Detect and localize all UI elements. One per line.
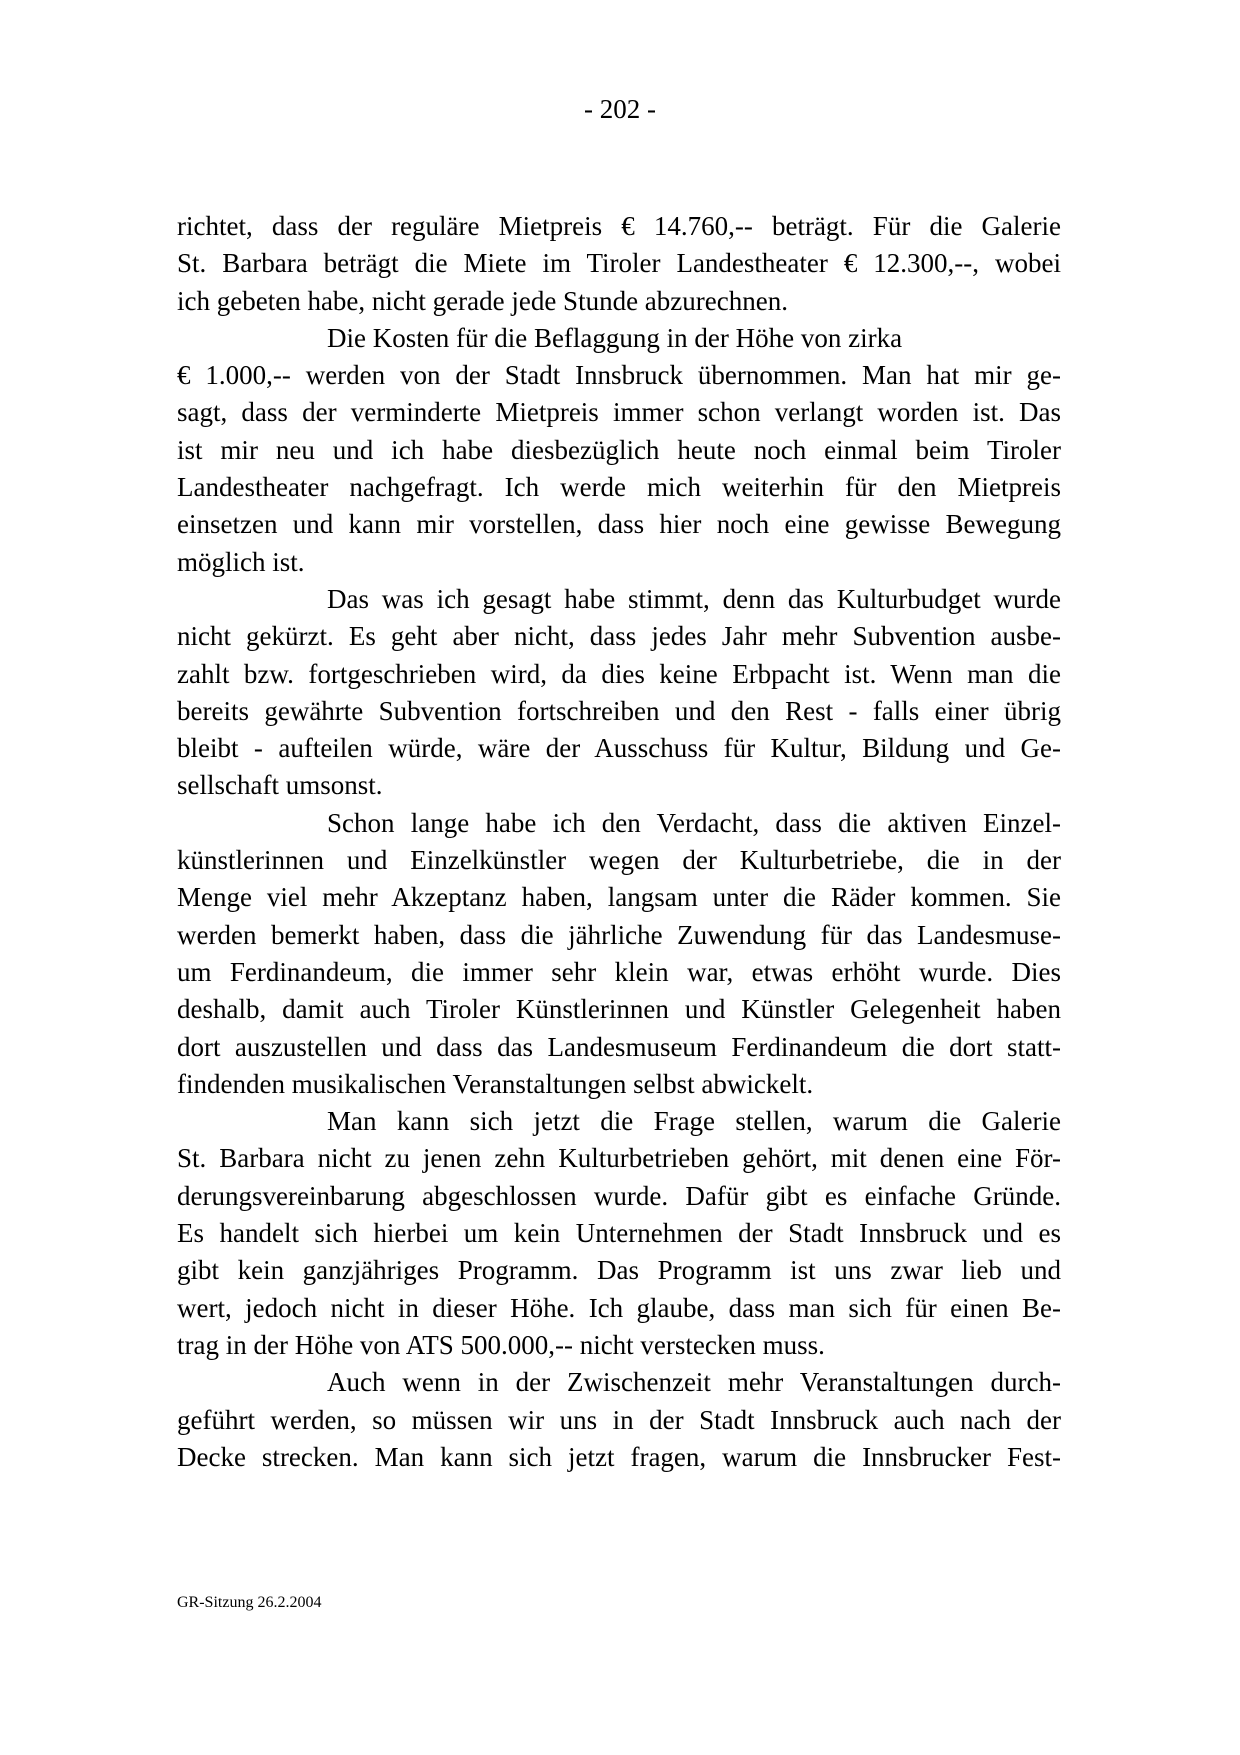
text-line: Das was ich gesagt habe stimmt, denn das Kulturbudget wurde: [327, 583, 1061, 614]
text-line: dort auszustellen und dass das Landesmuseum Ferdinandeum die dort statt-: [177, 1031, 1061, 1062]
text-line: sellschaft umsonst.: [177, 770, 383, 801]
text-line: St. Barbara beträgt die Miete im Tiroler Landestheater € 12.300,--, wobei: [177, 248, 1061, 279]
text-line: bereits gewährte Subvention fortschreiben und den Rest - falls einer übrig: [177, 695, 1061, 726]
paragraph: [177, 581, 1061, 805]
text-line: künstlerinnen und Einzelkünstler wegen der Kulturbetriebe, die in der: [177, 845, 1061, 876]
text-line: um Ferdinandeum, die immer sehr klein war, etwas erhöht wurde. Dies: [177, 956, 1061, 987]
text-line: gibt kein ganzjähriges Programm. Das Programm ist uns zwar lieb und: [177, 1255, 1061, 1286]
text-line: findenden musikalischen Veranstaltungen selbst abwickelt.: [177, 1068, 814, 1099]
text-line: bleibt - aufteilen würde, wäre der Ausschuss für Kultur, Bildung und Ge-: [177, 733, 1061, 764]
text-line: St. Barbara nicht zu jenen zehn Kulturbetrieben gehört, mit denen eine För-: [177, 1143, 1061, 1174]
paragraph: [177, 320, 1061, 581]
text-line: ist mir neu und ich habe diesbezüglich heute noch einmal beim Tiroler: [177, 434, 1061, 465]
text-line: zahlt bzw. fortgeschrieben wird, da dies keine Erbpacht ist. Wenn man die: [177, 658, 1061, 689]
footer-session-label: GR-Sitzung 26.2.2004: [177, 1594, 322, 1611]
text-line: Landestheater nachgefragt. Ich werde mich weiterhin für den Mietpreis: [177, 472, 1061, 503]
text-line: werden bemerkt haben, dass die jährliche Zuwendung für das Landesmuse-: [177, 919, 1061, 950]
text-line: derungsvereinbarung abgeschlossen wurde. Dafür gibt es einfache Gründe.: [177, 1180, 1061, 1211]
text-line: einsetzen und kann mir vorstellen, dass hier noch eine gewisse Bewegung: [177, 509, 1061, 540]
body-text: [177, 208, 1061, 1476]
text-line: richtet, dass der reguläre Mietpreis € 14.760,-- beträgt. Für die Galerie: [177, 211, 1061, 241]
text-line: sagt, dass der verminderte Mietpreis immer schon verlangt worden ist. Das: [177, 397, 1061, 428]
text-line: Man kann sich jetzt die Frage stellen, warum die Galerie: [327, 1106, 1061, 1137]
text-line: Die Kosten für die Beflaggung in der Höhe von zirka: [327, 322, 903, 353]
text-line: möglich ist.: [177, 546, 305, 577]
text-line: nicht gekürzt. Es geht aber nicht, dass jedes Jahr mehr Subvention ausbe-: [177, 621, 1061, 652]
page-number: - 202 -: [584, 94, 656, 124]
text-line: Menge viel mehr Akzeptanz haben, langsam unter die Räder kommen. Sie: [177, 882, 1061, 913]
text-line: deshalb, damit auch Tiroler Künstlerinnen und Künstler Gelegenheit haben: [177, 994, 1061, 1025]
text-line: geführt werden, so müssen wir uns in der Stadt Innsbruck auch nach der: [177, 1404, 1061, 1435]
paragraph: [177, 1103, 1061, 1364]
text-line: Auch wenn in der Zwischenzeit mehr Veranstaltungen durch-: [327, 1367, 1061, 1398]
text-line: Es handelt sich hierbei um kein Unternehmen der Stadt Innsbruck und es: [177, 1218, 1061, 1249]
text-line: Decke strecken. Man kann sich jetzt fragen, warum die Innsbrucker Fest-: [177, 1441, 1061, 1472]
text-line: € 1.000,-- werden von der Stadt Innsbruck übernommen. Man hat mir ge-: [177, 360, 1061, 391]
text-line: ich gebeten habe, nicht gerade jede Stunde abzurechnen.: [177, 285, 788, 316]
text-line: Schon lange habe ich den Verdacht, dass die aktiven Einzel-: [327, 807, 1061, 838]
paragraph: [177, 1364, 1061, 1476]
paragraph: [177, 805, 1061, 1103]
paragraph: [177, 208, 1061, 320]
text-line: wert, jedoch nicht in dieser Höhe. Ich glaube, dass man sich für einen Be-: [177, 1292, 1061, 1323]
text-line: trag in der Höhe von ATS 500.000,-- nicht verstecken muss.: [177, 1329, 825, 1360]
